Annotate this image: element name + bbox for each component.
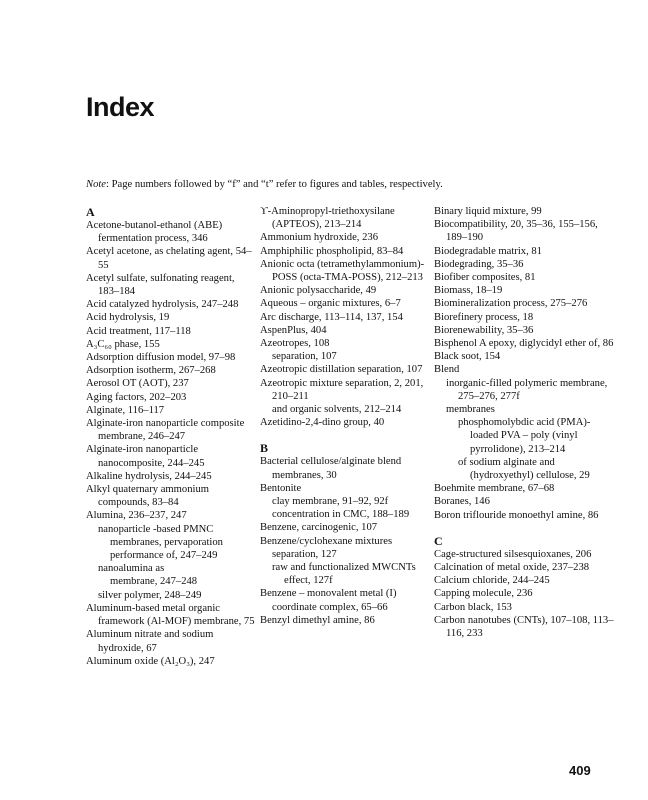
index-entry: Alginate, 116–117 [86,404,165,416]
index-entry: Aluminum-based metal organic framework (Al-MOF) membrane, 75 [86,602,255,628]
index-entry: Acid treatment, 117–118 [86,325,191,337]
index-subentry: phosphomolybdic acid (PMA)-loaded PVA – poly (vinyl pyrrolidone), 213–214 [458,417,591,455]
index-subentry: separation, 127 [272,548,337,560]
page-number: 409 [569,763,591,778]
index-entry: Alkyl quaternary ammonium compounds, 83–84 [86,484,209,509]
index-subentry: concentration in CMC, 188–189 [272,509,410,521]
index-entry: Black soot, 154 [434,351,501,363]
section-gap [434,522,614,534]
index-entry: Aging factors, 202–203 [86,391,187,403]
index-entry: Arc discharge, 113–114, 137, 154 [260,311,403,323]
index-entry: Biomass, 18–19 [434,285,503,297]
index-entry: Boranes, 146 [434,496,490,508]
note-text: : Page numbers followed by “f” and “t” refer to figures and tables, respectively. [106,179,443,190]
index-entry: Aluminum oxide (Al₂O₃), 247 [86,655,215,667]
note-label: Note [86,179,107,190]
index-entry: Boehmite membrane, 67–68 [434,483,555,495]
index-entry: Boron triflouride monoethyl amine, 86 [434,509,599,521]
index-entry: Bisphenol A epoxy, diglycidyl ether of, 86 [434,338,614,350]
index-entry: Aluminum nitrate and sodium hydroxide, 67 [86,629,214,654]
index-entry: Amphiphilic phospholipid, 83–84 [260,245,404,257]
index-entry: Carbon black, 153 [434,601,512,613]
index-entry: Acetyl acetone, as chelating agent, 54–55 [86,246,252,271]
index-entry: Carbon nanotubes (CNTs), 107–108, 113–116, 233 [434,614,614,640]
section-letter: A [86,205,95,219]
index-entry: Azeotropic mixture separation, 2, 201, 210–211 [260,377,424,402]
index-entry: Azetidino-2,4-dino group, 40 [260,417,385,429]
index-subentry: membranes [446,404,495,416]
index-entry: Biodegradable matrix, 81 [434,245,542,257]
index-entry: Biofiber composites, 81 [434,272,536,284]
index-entry: Aerosol OT (AOT), 237 [86,378,189,390]
index-column-1 [86,205,256,668]
index-entry: Blend [434,364,460,376]
index-entry: Acid catalyzed hydrolysis, 247–248 [86,299,239,311]
index-entry: Bentonite [260,482,302,494]
index-entry: Aqueous – organic mixtures, 6–7 [260,298,401,310]
index-entry: Anionic octa (tetramethylammonium)-POSS (octa-TMA-POSS), 212–213 [260,258,425,284]
index-entry: Adsorption diffusion model, 97–98 [86,352,236,364]
index-entry: Acetone-butanol-ethanol (ABE) fermentation process, 346 [86,220,223,245]
index-subentry: inorganic-filled polymeric membrane, 275–276, 277f [446,377,608,402]
page-title: Index [86,92,155,122]
index-entry: Acetyl sulfate, sulfonating reagent, 183–184 [86,272,235,298]
index-entry: Alumina, 236–237, 247 [86,510,187,522]
index-entry: Adsorption isotherm, 267–268 [86,365,216,377]
index-subentry: and organic solvents, 212–214 [272,404,402,416]
index-note [86,179,443,190]
index-entry: Biorefinery process, 18 [434,311,534,323]
index-subentry: silver polymer, 248–249 [98,589,202,601]
index-entry: AspenPlus, 404 [260,324,327,336]
index-entry: Bacterial cellulose/alginate blend membranes, 30 [260,456,402,481]
index-entry: Anionic polysaccharide, 49 [260,285,377,297]
index-entry: Biodegrading, 35–36 [434,258,524,270]
index-entry: Benzene/cyclohexane mixtures [260,535,393,547]
index-entry: Acid hydrolysis, 19 [86,312,170,324]
index-entry: Biorenewability, 35–36 [434,324,534,336]
index-entry: ϒ-Aminopropyl-triethoxysilane (APTEOS), 213–214 [260,206,395,231]
index-subentry: separation, 107 [272,351,337,363]
index-subentry: clay membrane, 91–92, 92f [272,496,389,508]
index-subentry: nanoalumina as [98,563,165,575]
index-entry: Alkaline hydrolysis, 244–245 [86,470,212,482]
section-letter: B [260,441,269,456]
index-subentry: membrane, 247–248 [110,576,198,588]
index-entry: Benzene – monovalent metal (I) coordinate complex, 65–66 [260,588,397,613]
index-subentry: nanoparticle -based PMNC membranes, pervaporation performance of, 247–249 [98,523,223,562]
index-entry: Cage-structured silsesquioxanes, 206 [434,548,592,560]
index-entry: Azeotropic distillation separation, 107 [260,364,423,376]
index-entry: Azeotropes, 108 [260,338,330,350]
index-entry: Ammonium hydroxide, 236 [260,232,378,244]
index-entry: Benzene, carcinogenic, 107 [260,522,378,534]
index-entry: Benzyl dimethyl amine, 86 [260,614,375,626]
section-gap [260,429,432,441]
index-entry: Binary liquid mixture, 99 [434,206,542,217]
index-entry: Alginate-iron nanoparticle composite membrane, 246–247 [86,418,245,443]
index-subentry: raw and functionalized MWCNTs effect, 127f [272,562,416,587]
index-column-3 [434,205,614,640]
index-entry: Calcination of metal oxide, 237–238 [434,562,590,574]
section-letter: C [434,533,443,548]
index-subentry: of sodium alginate and (hydroxyethyl) cellulose, 29 [458,456,590,482]
index-entry: Biocompatibility, 20, 35–36, 155–156, 189–190 [434,219,598,244]
index-column-2 [260,205,432,627]
index-entry: Biomineralization process, 275–276 [434,298,588,310]
index-entry: A₃C₆₀ phase, 155 [86,338,160,350]
index-entry: Alginate-iron nanoparticle nanocomposite, 244–245 [86,444,205,469]
index-entry: Calcium chloride, 244–245 [434,575,550,587]
index-entry: Capping molecule, 236 [434,588,533,600]
